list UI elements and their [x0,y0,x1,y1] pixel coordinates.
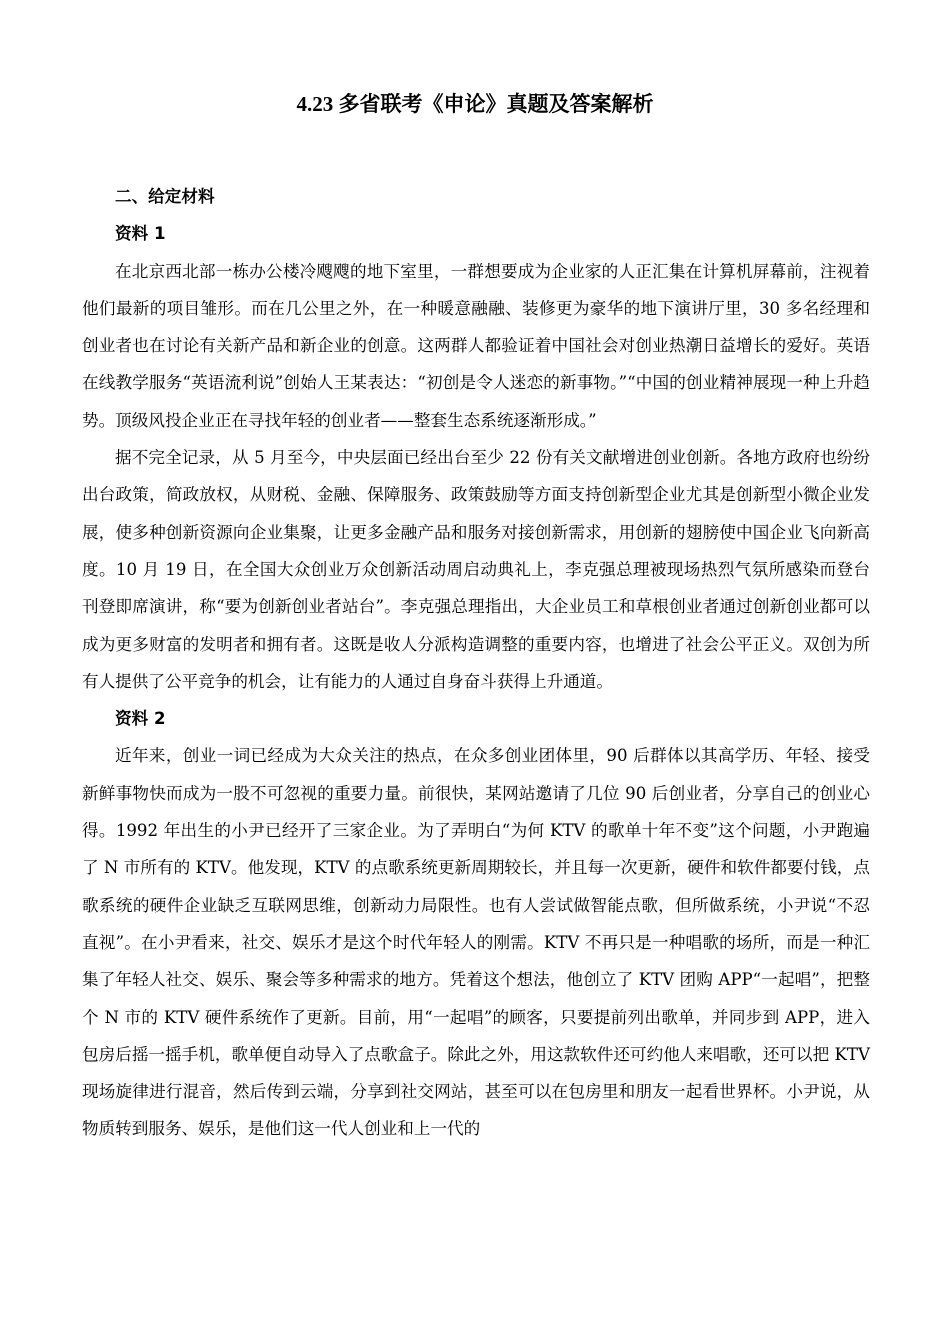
material-1-paragraph-1: 在北京西北部一栋办公楼冷飕飕的地下室里，一群想要成为企业家的人正汇集在计算机屏幕前，注视着他们最新的项目雏形。而在几公里之外，在一种暖意融融、装修更为豪华的地下演讲厅里，30 多名经理和创业者也在讨论有关新产品和新企业的创意。这两群人都验证着中国社会对创业热潮日益增长的爱好。英语在线教学服务“英语流利说”创始人王某表达：“初创是令人迷恋的新事物。”“中国的创业精神展现一种上升趋势。顶级风投企业正在寻找年轻的创业者——整套生态系统逐渐形成。” [82,261,870,430]
material-1-label: 资料 1 [115,224,166,244]
material-1-paragraph-2: 据不完全记录，从 5 月至今，中央层面已经出台至少 22 份有关文献增进创业创新。各地方政府也纷纷出台政策，简政放权，从财税、金融、保障服务、政策鼓励等方面支持创新型企业尤其是创新型小微企业发展，使多种创新资源向企业集聚，让更多金融产品和服务对接创新需求，用创新的翅膀使中国企业飞向新高度。10 月 19 日，在全国大众创业万众创新活动周启动典礼上，李克强总理被现场热烈气氛所感染而登台刊登即席演讲，称“要为创新创业者站台”。李克强总理指出，大企业员工和草根创业者通过创新创业都可以成为更多财富的发明者和拥有者。这既是收人分派构造调整的重要内容，也增进了社会公平正义。双创为所有人提供了公平竞争的机会，让有能力的人通过自身奋斗获得上升通道。 [82,448,870,691]
document-body [82,178,870,1148]
material-2-label: 资料 2 [115,709,166,729]
section-heading: 二、给定材料 [115,187,215,206]
material-2-paragraph-1: 近年来，创业一词已经成为大众关注的热点，在众多创业团体里，90 后群体以其高学历、年轻、接受新鲜事物快而成为一股不可忽视的重要力量。前很快，某网站邀请了几位 90 后创业者，分享自己的创业心得。1992 年出生的小尹已经开了三家企业。为了弄明白“为何 KTV 的歌单十年不变”这个问题，小尹跑遍了 N 市所有的 KTV。他发现，KTV 的点歌系统更新周期较长，并且每一次更新，硬件和软件都要付钱，点歌系统的硬件企业缺乏互联网思维，创新动力局限性。也有人尝试做智能点歌，但所做系统，小尹说“不忍直视”。在小尹看来，社交、娱乐才是这个时代年轻人的刚需。KTV 不再只是一种唱歌的场所，而是一种汇集了年轻人社交、娱乐、聚会等多种需求的地方。凭着这个想法，他创立了 KTV 团购 APP“一起唱”，把整个 N 市的 KTV 硬件系统作了更新。目前，用“一起唱”的顾客，只要提前列出歌单，并同步到 APP，进入包房后摇一摇手机，歌单便自动导入了点歌盒子。除此之外，用这款软件还可约他人来唱歌，还可以把 KTV 现场旋律进行混音，然后传到云端，分享到社交网站，甚至可以在包房里和朋友一起看世界杯。小尹说，从物质转到服务、娱乐，是他们这一代人创业和上一代的 [82,746,870,1139]
document-title: 4.23 多省联考《申论》真题及答案解析 [296,92,654,116]
